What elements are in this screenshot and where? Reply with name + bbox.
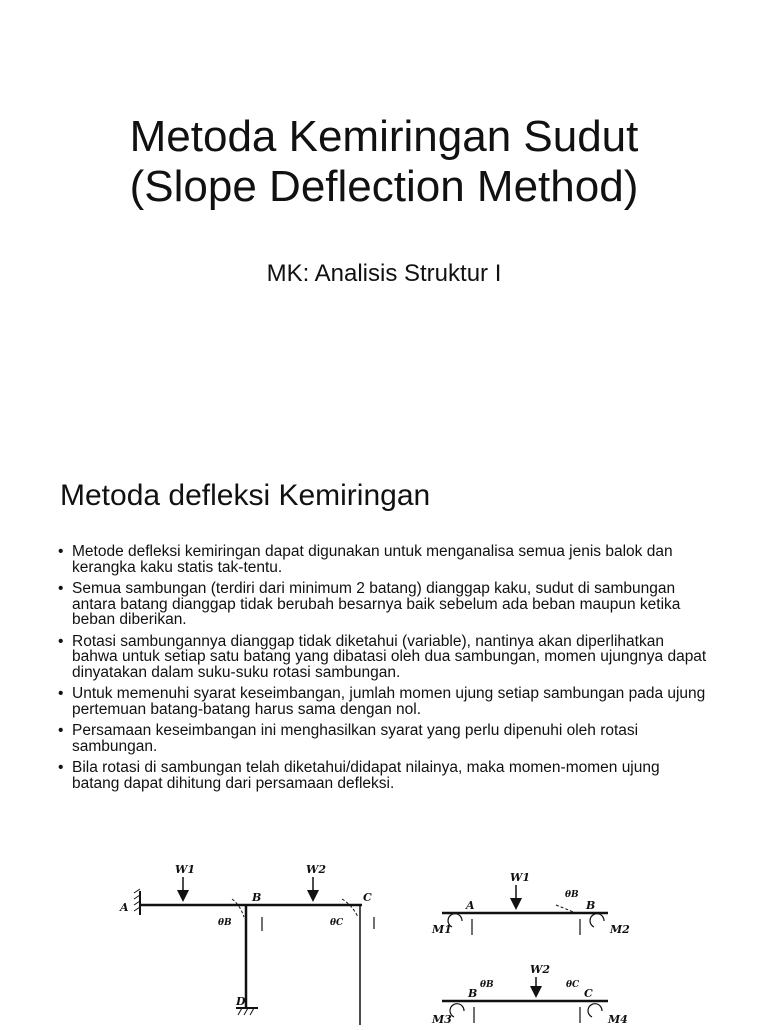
label-m4: M4 xyxy=(608,1013,628,1025)
rotation-c-curve xyxy=(342,899,358,917)
bullet-item: • Bila rotasi di sambungan telah diketahui/didapat nilainya, maka momen-momen ujung batang dapat dihitung dari persamaan defleksi. xyxy=(58,760,708,791)
bullet-item: • Semua sambungan (terdiri dari minimum 2 batang) dianggap kaku, sudut di sambungan antara batang dianggap tidak berubah besarnya baik sebelum ada beban maupun ketika beban diberikan. xyxy=(58,581,708,628)
slide-subtitle: MK: Analisis Struktur I xyxy=(266,260,502,287)
title-slide xyxy=(0,0,768,430)
label-a: A xyxy=(120,901,129,914)
label-m2: M2 xyxy=(610,923,630,936)
beam-bc-diagram xyxy=(442,977,608,1023)
slide-title-line-2: (Slope Deflection Method) xyxy=(129,162,639,211)
structure-figure xyxy=(0,855,768,1025)
moment-m4-arrow xyxy=(588,1004,602,1017)
moment-m2-arrow xyxy=(590,914,604,927)
rotation-b-curve xyxy=(232,899,244,917)
label-theta-c: θC xyxy=(330,918,344,928)
label-b-ab: B xyxy=(586,899,596,912)
bullet-item: • Rotasi sambungannya dianggap tidak diketahui (variable), nantinya akan diperlihatkan bahwa untuk setiap satu batang yang dibatasi oleh dua sambungan, momen ujungnya dapat dinyatakan dalam suku-suku rotasi sambungan. xyxy=(58,634,708,681)
bullet-item: • Metode defleksi kemiringan dapat digunakan untuk menganalisa semua jenis balok dan kerangka kaku statis tak-tentu. xyxy=(58,544,708,575)
section-title: Metoda defleksi Kemiringan xyxy=(60,479,431,512)
label-m3: M3 xyxy=(432,1013,452,1025)
label-theta-b-ab: θB xyxy=(565,890,579,900)
content-slide xyxy=(0,440,768,1024)
label-w2-bc: W2 xyxy=(530,963,551,976)
label-w1: W1 xyxy=(175,863,196,876)
slide-title xyxy=(0,112,768,212)
bullet-list xyxy=(58,544,708,797)
label-theta-b: θB xyxy=(218,918,232,928)
beam-ab-labels xyxy=(431,871,630,936)
structure-diagram xyxy=(0,855,768,1025)
label-a-ab: A xyxy=(466,899,475,912)
fixed-support-d xyxy=(236,1008,258,1015)
label-c-bc: C xyxy=(584,987,593,1000)
label-w2: W2 xyxy=(306,863,327,876)
label-d: D xyxy=(236,995,246,1008)
beam-bc-labels xyxy=(431,963,628,1025)
bullet-item: • Persamaan keseimbangan ini menghasilkan syarat yang perlu dipenuhi oleh rotasi sambungan. xyxy=(58,723,708,754)
label-c: C xyxy=(363,891,372,904)
label-m1: M1 xyxy=(432,923,452,936)
bullet-item: • Untuk memenuhi syarat keseimbangan, jumlah momen ujung setiap sambungan pada ujung pertemuan batang-batang harus sama dengan nol. xyxy=(58,686,708,717)
label-w1-ab: W1 xyxy=(510,871,531,884)
slide-title-line-1: Metoda Kemiringan Sudut xyxy=(129,112,639,161)
moment-m3-arrow xyxy=(450,1004,464,1017)
label-theta-c-bc: θC xyxy=(566,980,580,990)
label-b: B xyxy=(252,891,262,904)
label-theta-b-bc: θB xyxy=(480,980,494,990)
label-b-bc: B xyxy=(468,987,478,1000)
